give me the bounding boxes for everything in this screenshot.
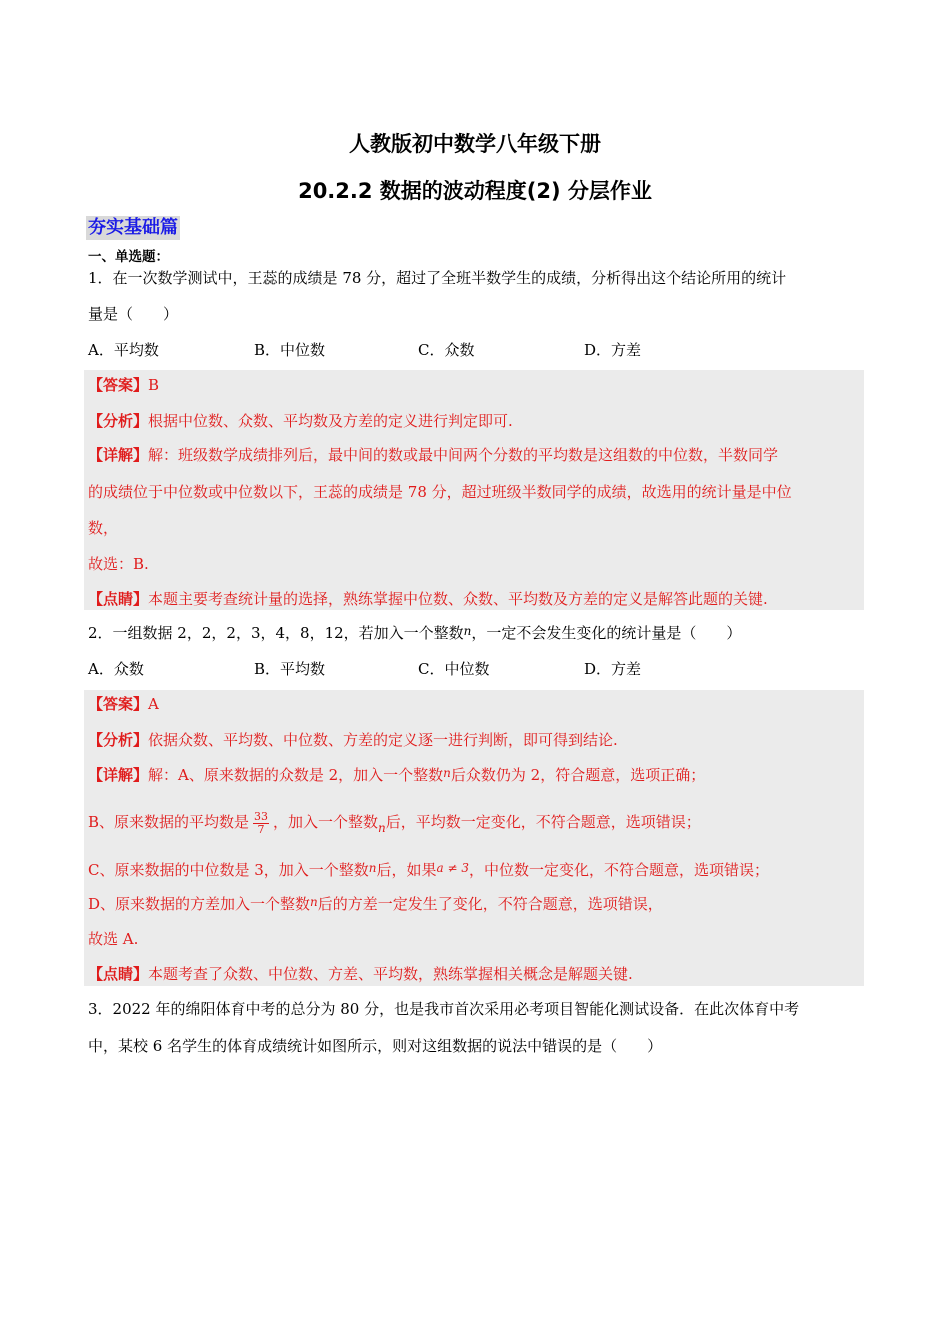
q1-option-c: C．众数 (418, 341, 475, 359)
q1-detail-line2: 的成绩位于中位数或中位数以下，王蕊的成绩是 78 分，超过班级半数同学的成绩，故选用的统计量是中位 (88, 483, 792, 501)
q1-comment: 【点睛】本题主要考查统计量的选择，熟练掌握中位数、众数、平均数及方差的定义是解答此题的关键. (88, 590, 768, 608)
q2-detail-line1: 【详解】解：A、原来数据的众数是 2，加入一个整数$^n$后众数仍为 2，符合题意，选项正确； (88, 766, 706, 784)
document-title: 人教版初中数学八年级下册 (349, 132, 601, 156)
q2-option-b: B．平均数 (254, 660, 326, 678)
q1-conclusion: 故选：B. (88, 555, 149, 573)
q1-detail-line3: 数， (88, 519, 119, 537)
q1-answer: 【答案】B (88, 376, 160, 394)
q2-comment: 【点睛】本题考查了众数、中位数、方差、平均数，熟练掌握相关概念是解题关键. (88, 965, 633, 983)
q2-option-d: D．方差 (584, 660, 642, 678)
q1-option-d: D．方差 (584, 341, 642, 359)
q2-detail-line2: B、原来数据的平均数是 $\frac{33}{7}$ ，加入一个整数$_n$后，平均数一定变化，不符合题意，选项错误； (88, 809, 701, 836)
q2-stem: 2．一组数据 2，2，2，3，4，8，12，若加入一个整数$^n$，一定不会发生变化的统计量是（ ） (88, 624, 742, 642)
q3-stem-line2: 中，某校 6 名学生的体育成绩统计如图所示，则对这组数据的说法中错误的是（ ） (88, 1037, 663, 1055)
q2-option-a: A．众数 (88, 660, 144, 678)
q2-answer: 【答案】A (88, 695, 159, 713)
q1-stem-line1: 1．在一次数学测试中，王蕊的成绩是 78 分，超过了全班半数学生的成绩，分析得出这个结论所用的统计 (88, 269, 787, 287)
q1-option-a: A．平均数 (88, 341, 159, 359)
document-subtitle: 20.2.2 数据的波动程度(2) 分层作业 (298, 179, 652, 203)
section-label: 夯实基础篇 (88, 217, 178, 238)
q2-option-c: C．中位数 (418, 660, 490, 678)
q1-analysis: 【分析】根据中位数、众数、平均数及方差的定义进行判定即可. (88, 412, 513, 430)
fraction-33-7: $\frac{33}{7}$ (254, 809, 269, 836)
q2-conclusion: 故选 A. (88, 930, 139, 948)
q2-analysis: 【分析】依据众数、平均数、中位数、方差的定义逐一进行判断，即可得到结论. (88, 731, 618, 749)
q1-stem-line2: 量是（ ） (88, 305, 179, 323)
q1-detail-line1: 【详解】解：班级数学成绩排列后，最中间的数或最中间两个分数的平均数是这组数的中位数，半数同学 (88, 446, 779, 464)
q1-option-b: B．中位数 (254, 341, 326, 359)
question-type-heading: 一、单选题： (88, 249, 169, 265)
q2-detail-line4: D、原来数据的方差加入一个整数$^n$后的方差一定发生了变化，不符合题意，选项错误， (88, 895, 663, 913)
q2-detail-line3: C、原来数据的中位数是 3，加入一个整数$^n$后，如果$^{a \ne 3}$，中位数一定变化，不符合题意，选项错误； (88, 861, 770, 879)
q3-stem-line1: 3．2022 年的绵阳体育中考的总分为 80 分，也是我市首次采用必考项目智能化测试设备．在此次体育中考 (88, 1000, 800, 1018)
